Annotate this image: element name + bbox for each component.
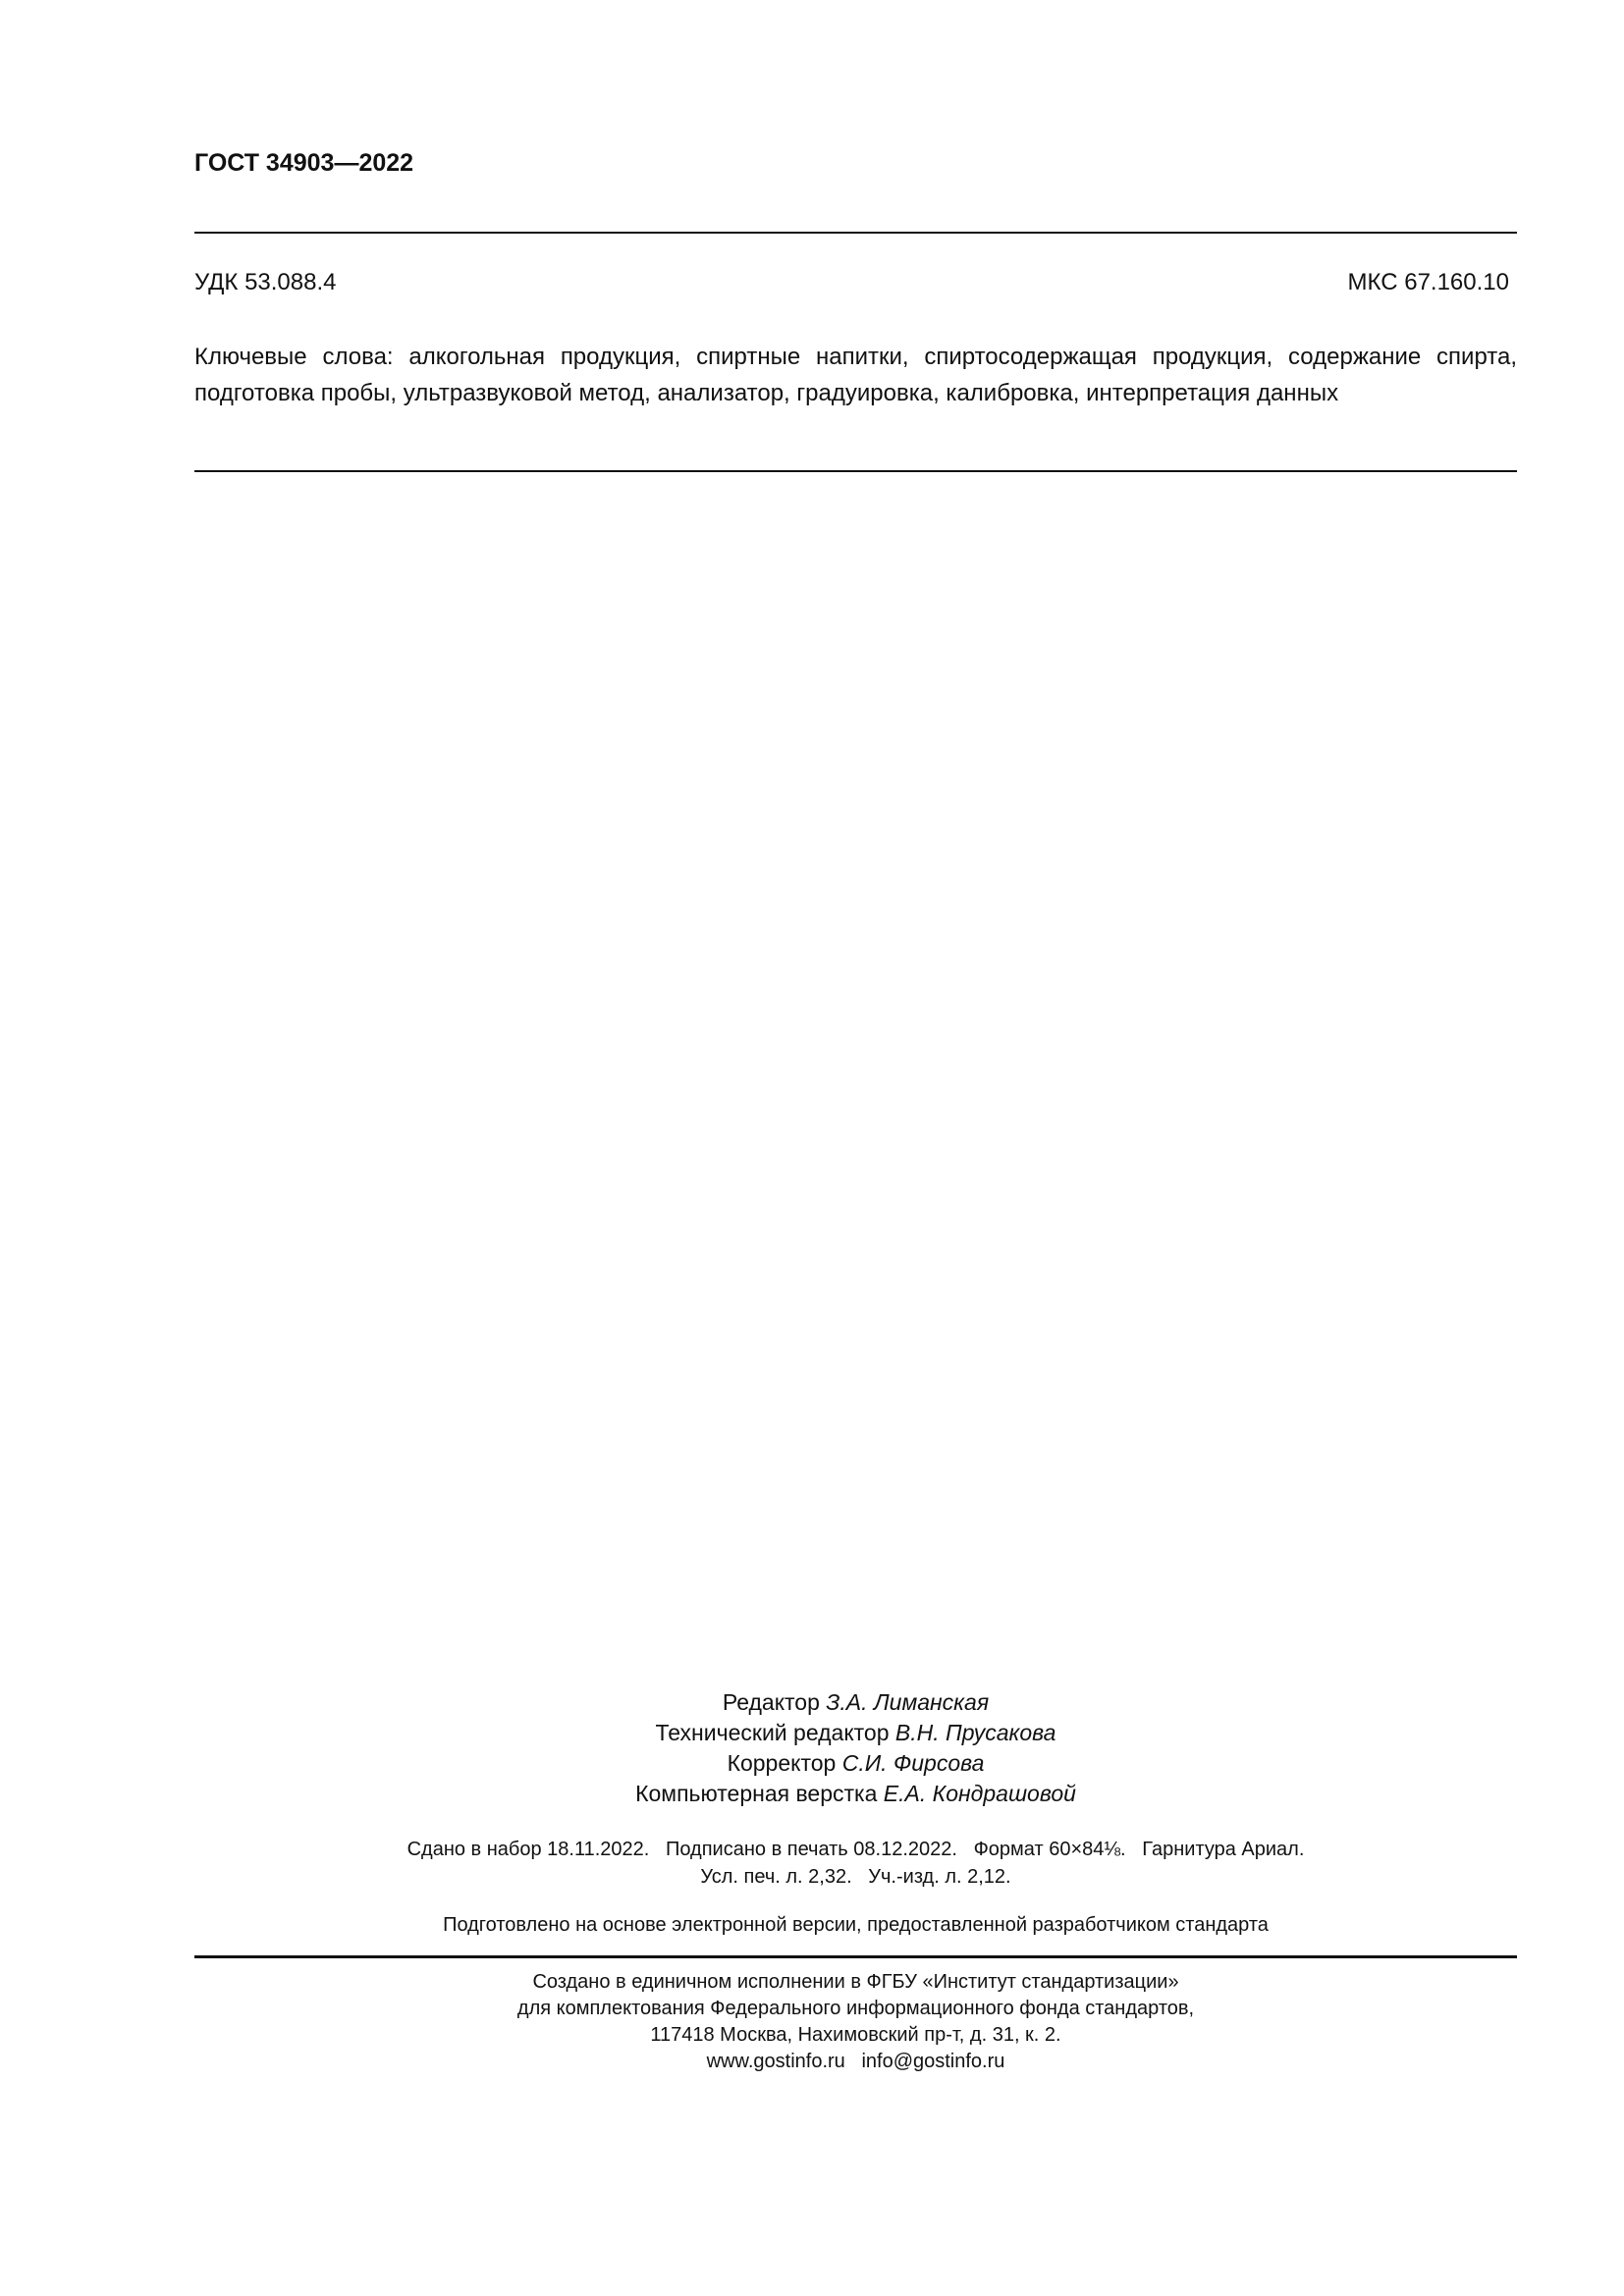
publisher-info [194,1969,1517,2075]
publisher-contacts [194,2049,1517,2075]
credit-role: Редактор [722,1689,820,1715]
udk-code: УДК 53.088.4 [194,269,337,295]
divider-bottom [194,1955,1517,1958]
credit-role: Технический редактор [655,1720,890,1745]
mks-code: МКС 67.160.10 [1347,269,1509,295]
credits [194,1687,1517,1809]
divider-keywords [194,470,1517,472]
standard-number: ГОСТ 34903—2022 [194,149,414,177]
prepared-note: Подготовлено на основе электронной версии, предоставленной разработчиком стандарта [443,1914,1269,1936]
credit-line [194,1687,1517,1718]
publisher-address: 117418 Москва, Нахимовский пр-т, д. 31, к. 2. [650,2024,1061,2046]
publisher-line2: для комплектования Федерального информационного фонда стандартов, [516,1998,1195,2019]
print-info-line2: Усл. печ. л. 2,32. Уч.-изд. л. 2,12. [700,1866,1011,1888]
credit-role: Корректор [727,1750,837,1776]
credit-name: В.Н. Прусакова [894,1720,1056,1745]
credit-name: Е.А. Кондрашовой [883,1781,1076,1806]
credit-name: З.А. Лиманская [826,1689,990,1715]
keywords: Ключевые слова: алкогольная продукция, спиртные напитки, спиртосодержащая продукция, содержание спирта, подготовка пробы, ультразвуковой метод, анализатор, градуировка, калибровка, интерпретация данных [194,344,1517,406]
website-link[interactable]: www.gostinfo.ru [706,2051,845,2072]
email-link[interactable]: info@gostinfo.ru [861,2051,1005,2072]
print-info [194,1836,1517,1891]
credit-line [194,1748,1517,1779]
print-info-line1: Сдано в набор 18.11.2022. Подписано в печать 08.12.2022. Формат 60×84⅛. Гарнитура Ариал. [406,1839,1305,1860]
publisher-line1: Создано в единичном исполнении в ФГБУ «Институт стандартизации» [532,1971,1179,1993]
credit-name: С.И. Фирсова [841,1750,985,1776]
divider-top [194,232,1517,234]
credit-line [194,1779,1517,1809]
credit-line [194,1718,1517,1748]
credit-role: Компьютерная верстка [635,1781,878,1806]
